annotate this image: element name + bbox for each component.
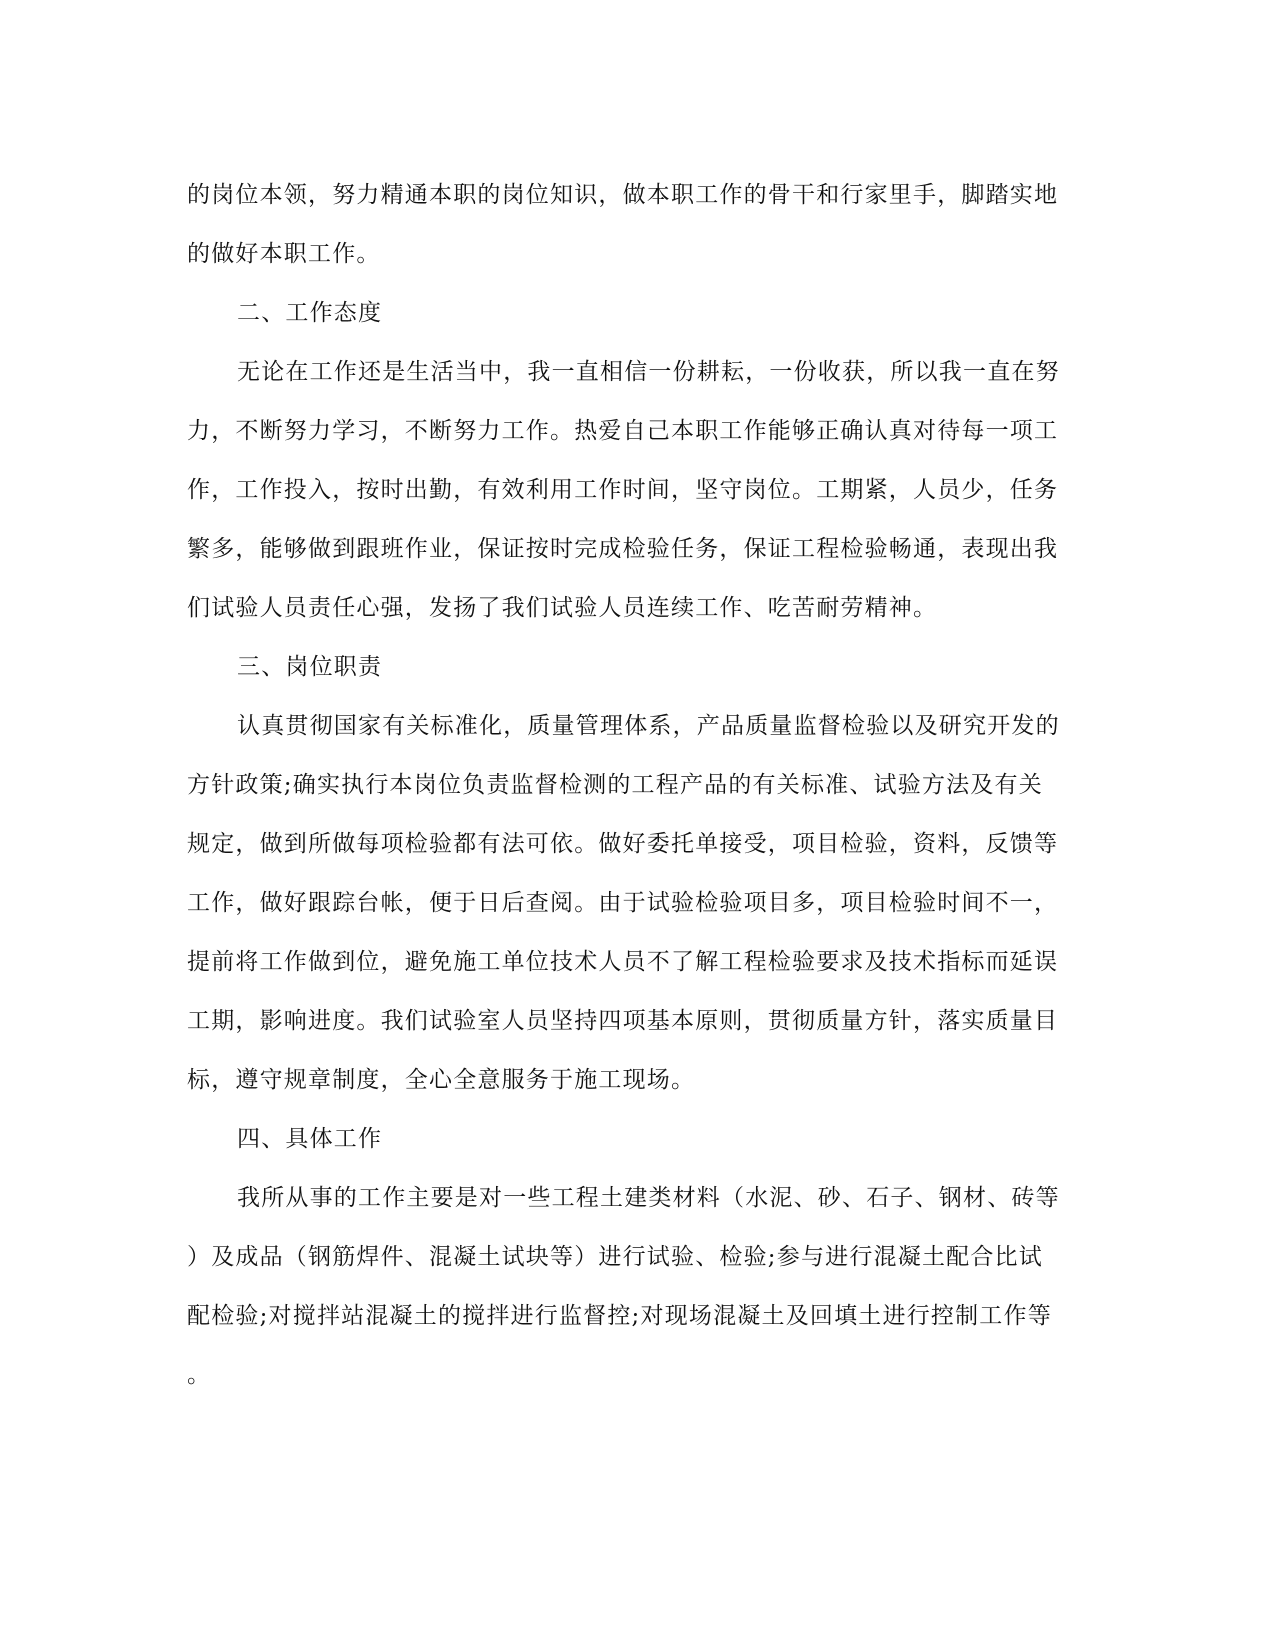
text-line: 工期，影响进度。我们试验室人员坚持四项基本原则，贯彻质量方针，落实质量目 bbox=[187, 1008, 1059, 1034]
document-body bbox=[187, 166, 1087, 1405]
text-line: 工作，做好跟踪台帐，便于日后查阅。由于试验检验项目多，项目检验时间不一， bbox=[187, 890, 1059, 916]
text-line: 认真贯彻国家有关标准化，质量管理体系，产品质量监督检验以及研究开发的 bbox=[237, 713, 1060, 739]
text-line: 方针政策;确实执行本岗位负责监督检测的工程产品的有关标准、试验方法及有关 bbox=[187, 772, 1043, 798]
section-heading: 二、工作态度 bbox=[237, 300, 383, 326]
text-line: 我所从事的工作主要是对一些工程土建类材料（水泥、砂、石子、钢材、砖等 bbox=[237, 1185, 1060, 1211]
text-line: 的岗位本领，努力精通本职的岗位知识，做本职工作的骨干和行家里手，脚踏实地 bbox=[187, 182, 1059, 208]
text-line: 力，不断努力学习，不断努力工作。热爱自己本职工作能够正确认真对待每一项工 bbox=[187, 418, 1059, 444]
text-line: 规定，做到所做每项检验都有法可依。做好委托单接受，项目检验，资料，反馈等 bbox=[187, 831, 1059, 857]
section-heading: 三、岗位职责 bbox=[237, 654, 383, 680]
section-heading: 四、具体工作 bbox=[237, 1126, 383, 1152]
text-line: 配检验;对搅拌站混凝土的搅拌进行监督控;对现场混凝土及回填土进行控制工作等 bbox=[187, 1303, 1052, 1329]
text-line: 们试验人员责任心强，发扬了我们试验人员连续工作、吃苦耐劳精神。 bbox=[187, 595, 938, 621]
text-line: ）及成品（钢筋焊件、混凝土试块等）进行试验、检验;参与进行混凝土配合比试 bbox=[187, 1244, 1043, 1270]
text-line: 提前将工作做到位，避免施工单位技术人员不了解工程检验要求及技术指标而延误 bbox=[187, 949, 1059, 975]
text-line: 标，遵守规章制度，全心全意服务于施工现场。 bbox=[187, 1067, 696, 1093]
text-line: 的做好本职工作。 bbox=[187, 241, 381, 267]
text-line: 繁多，能够做到跟班作业，保证按时完成检验任务，保证工程检验畅通，表现出我 bbox=[187, 536, 1059, 562]
text-line: 作，工作投入，按时出勤，有效利用工作时间，坚守岗位。工期紧，人员少，任务 bbox=[187, 477, 1059, 503]
text-line: 无论在工作还是生活当中，我一直相信一份耕耘，一份收获，所以我一直在努 bbox=[237, 359, 1060, 385]
text-line: 。 bbox=[187, 1362, 212, 1388]
